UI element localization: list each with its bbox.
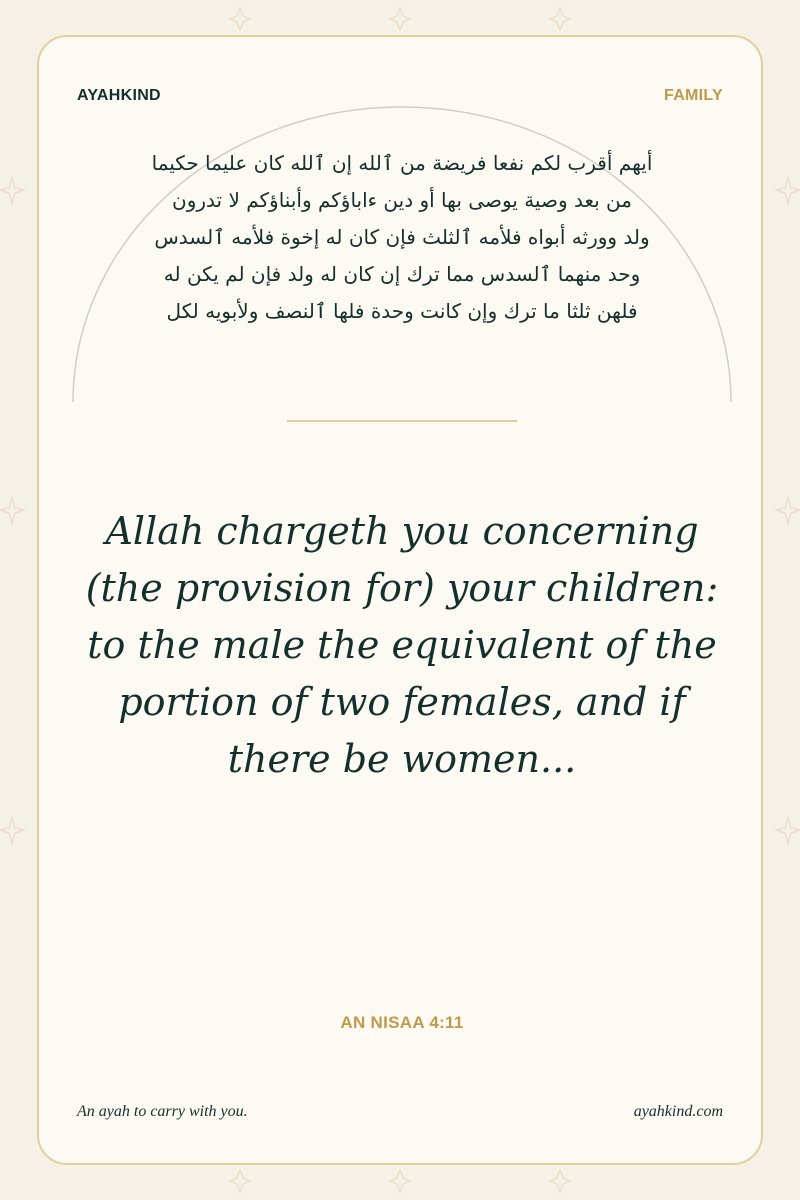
site-url: ayahkind.com (633, 1103, 723, 1120)
arabic-line: من بعد وصية يوصى بها أو دين ءاباؤكم وأبناؤكم لا تدرون (172, 188, 632, 212)
arabic-verse (79, 145, 725, 330)
arabic-line: وحد منهما ٱلسدس مما ترك إن كان له ولد فإن لم يكن له (163, 262, 641, 286)
footer-tagline: An ayah to carry with you. (77, 1103, 248, 1120)
arabic-line: أيهم أقرب لكم نفعا فريضة من ٱلله إن ٱلله كان عليما حكيما (151, 151, 653, 175)
divider (287, 420, 517, 422)
category-label: FAMILY (664, 87, 723, 104)
ayah-card (37, 35, 763, 1165)
verse-reference: AN NISAA 4:11 (340, 1013, 464, 1032)
arabic-line: فلهن ثلثا ما ترك وإن كانت وحدة فلها ٱلنصف ولأبويه لكل (166, 299, 638, 323)
arabic-line: ولد وورثه أبواه فلأمه ٱلثلث فإن كان له إخوة فلأمه ٱلسدس (154, 225, 650, 249)
brand-name: AYAHKIND (77, 87, 161, 104)
verse-translation: Allah chargeth you concerning (the provision for) your children: to the male the equivalent of the portion of two females, and if there be women... (85, 509, 719, 781)
